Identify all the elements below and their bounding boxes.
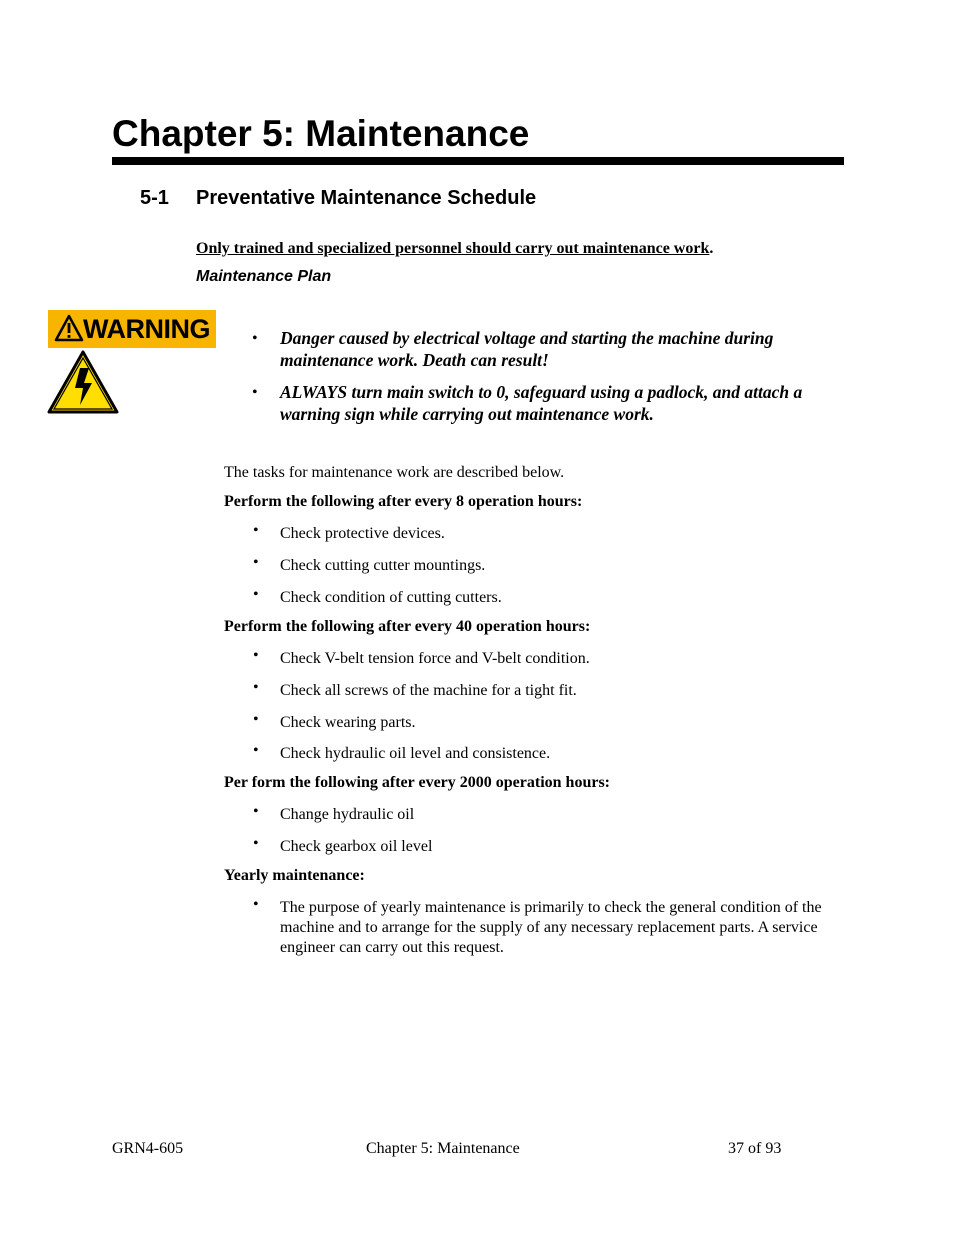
warning-label: WARNING [83,314,210,344]
list-item: The purpose of yearly maintenance is primarily to check the general condition of the machine and to arrange for the supply of any necessary replacement parts. A service engineer can carry out this request. [280,899,822,956]
section-heading [140,184,536,212]
footer-chapter: Chapter 5: Maintenance [366,1140,520,1157]
list-item: Check all screws of the machine for a tight fit. [280,682,577,699]
list-item: Check wearing parts. [280,714,416,731]
group-heading-2000h: Per form the following after every 2000 operation hours: [224,774,610,791]
warning-bullet-2: ALWAYS turn main switch to 0, safeguard using a padlock, and attach a warning sign while carrying out maintenance work. [280,382,803,424]
personnel-notice-text: Only trained and specialized personnel should carry out maintenance work [196,240,710,257]
list-bullet: • [253,896,259,913]
list-bullet: • [253,586,259,603]
list-item: Check hydraulic oil level and consistence. [280,745,551,762]
intro-text: The tasks for maintenance work are described below. [224,464,565,481]
list-bullet: • [253,647,259,664]
group-heading-40h: Perform the following after every 40 operation hours: [224,618,591,635]
electrical-hazard-icon [47,350,119,414]
chapter-title: Chapter 5: Maintenance [112,113,530,154]
list-bullet: • [253,803,259,820]
list-bullet: • [253,835,259,852]
section-number: 5-1 [140,187,169,209]
title-rule [112,157,844,165]
group-heading-8h: Perform the following after every 8 operation hours: [224,493,583,510]
personnel-notice [196,238,713,260]
warning-bullet-marker: • [252,330,258,347]
warning-badge [48,310,216,348]
list-item: Check V-belt tension force and V-belt condition. [280,650,590,667]
list-item: Check protective devices. [280,525,445,542]
warning-bullet-marker: • [252,384,258,401]
list-bullet: • [253,711,259,728]
warning-triangle-icon [54,314,84,342]
footer-doc-id: GRN4-605 [112,1140,184,1157]
list-item: Check cutting cutter mountings. [280,557,486,574]
list-bullet: • [253,679,259,696]
personnel-notice-suffix: . [709,240,714,257]
list-item: Check gearbox oil level [280,838,433,855]
list-item: Check condition of cutting cutters. [280,589,502,606]
maintenance-plan-title: Maintenance Plan [196,268,332,285]
warning-bullet-1: Danger caused by electrical voltage and starting the machine during maintenance work. Death can result! [280,328,774,370]
footer-page-number: 37 of 93 [728,1140,782,1157]
list-bullet: • [253,522,259,539]
section-title: Preventative Maintenance Schedule [196,187,537,209]
group-heading-yearly: Yearly maintenance: [224,867,365,884]
list-bullet: • [253,554,259,571]
list-item: Change hydraulic oil [280,806,415,823]
list-bullet: • [253,742,259,759]
